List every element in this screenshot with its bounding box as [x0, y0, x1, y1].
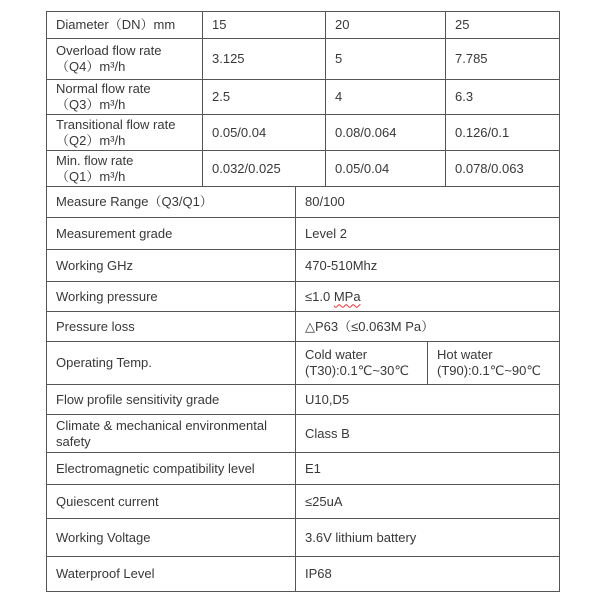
row-label-climate-safety: Climate & mechanical environmental safety — [56, 417, 267, 449]
table-row-diameter — [47, 12, 559, 38]
row-label-measurement-grade: Measurement grade — [56, 225, 173, 241]
table-row-min-flow-rate — [47, 150, 559, 186]
cell-quiescent-current-value: ≤25uA — [295, 485, 559, 518]
cold-water-line2: (T30):0.1℃~30℃ — [305, 363, 409, 378]
cell-diameter-dn25: 25 — [445, 12, 559, 38]
row-label-operating-temp: Operating Temp. — [56, 355, 152, 370]
cell-measure-range-value: 80/100 — [295, 187, 559, 217]
table-row-climate-safety — [47, 414, 559, 452]
row-label-flow-profile: Flow profile sensitivity grade — [56, 391, 220, 407]
table-row-transitional-flow-rate — [47, 114, 559, 150]
hot-water-line2: (T90):0.1℃~90℃ — [437, 363, 541, 378]
row-label-normal — [47, 80, 202, 114]
cell-overload-dn20: 5 — [325, 39, 445, 79]
row-label-line2: （Q4）m³/h — [56, 59, 126, 74]
cell-emc-level-value: E1 — [295, 453, 559, 484]
cell-pressure-loss-value: △P63（≤0.063M Pa） — [295, 312, 559, 341]
spec-table — [46, 11, 560, 592]
row-label-line1: Overload flow rate — [56, 43, 162, 58]
row-label-line1: Min. flow rate — [56, 152, 134, 168]
table-row-working-pressure — [47, 281, 559, 311]
row-label-measure-range: Measure Range（Q3/Q1） — [56, 194, 213, 209]
cell-working-ghz-value: 470-510Mhz — [295, 250, 559, 281]
table-row-working-ghz — [47, 249, 559, 281]
table-row-measurement-grade — [47, 217, 559, 249]
cell-normal-dn15: 2.5 — [202, 80, 325, 114]
row-label-emc-level: Electromagnetic compatibility level — [56, 460, 255, 476]
cell-operating-temp-hot-water — [427, 342, 559, 384]
row-label-line2: （Q3）m³/h — [56, 97, 126, 112]
table-row-working-voltage — [47, 518, 559, 556]
cell-overload-dn25: 7.785 — [445, 39, 559, 79]
row-label-working-voltage: Working Voltage — [56, 529, 151, 545]
cold-water-line1: Cold water — [305, 347, 368, 362]
cell-normal-dn20: 4 — [325, 80, 445, 114]
working-pressure-value-text — [305, 289, 553, 305]
row-label-line2: （Q1）m³/h — [56, 168, 126, 184]
row-label-working-pressure: Working pressure — [56, 288, 158, 304]
cell-overload-dn15: 3.125 — [202, 39, 325, 79]
cell-flow-profile-value: U10,D5 — [295, 385, 559, 414]
row-label-working-ghz: Working GHz — [56, 257, 134, 273]
hot-water-line1: Hot water — [437, 347, 493, 362]
cell-diameter-dn15: 15 — [202, 12, 325, 38]
table-row-operating-temp — [47, 341, 559, 384]
row-label-quiescent-current: Quiescent current — [56, 493, 159, 509]
cell-operating-temp-cold-water — [295, 342, 427, 384]
cell-min-dn15: 0.032/0.025 — [202, 151, 325, 186]
cell-transitional-dn15: 0.05/0.04 — [202, 115, 325, 150]
row-label-diameter: Diameter（DN）mm — [56, 17, 176, 32]
row-label-overload — [47, 39, 202, 79]
row-label-transitional — [47, 115, 202, 150]
cell-waterproof-level-value: IP68 — [295, 557, 559, 591]
working-pressure-spellcheck-word: MPa — [333, 288, 361, 304]
table-row-quiescent-current — [47, 484, 559, 518]
cell-working-pressure-value — [295, 282, 559, 311]
table-row-emc-level — [47, 452, 559, 484]
table-row-pressure-loss — [47, 311, 559, 341]
working-pressure-prefix: ≤1.0 — [305, 288, 334, 304]
table-row-normal-flow-rate — [47, 79, 559, 114]
cell-working-voltage-value: 3.6V lithium battery — [295, 519, 559, 556]
cell-measurement-grade-value: Level 2 — [295, 218, 559, 249]
cell-climate-safety-value: Class B — [295, 415, 559, 452]
table-row-flow-profile — [47, 384, 559, 414]
cell-transitional-dn25: 0.126/0.1 — [445, 115, 559, 150]
row-label-line1: Normal flow rate — [56, 81, 151, 96]
cell-min-dn20: 0.05/0.04 — [325, 151, 445, 186]
row-label-line1: Transitional flow rate — [56, 116, 176, 132]
row-label-line2: （Q2）m³/h — [56, 132, 126, 148]
table-row-overload-flow-rate — [47, 38, 559, 79]
row-label-min — [47, 151, 202, 186]
cell-transitional-dn20: 0.08/0.064 — [325, 115, 445, 150]
cell-diameter-dn20: 20 — [325, 12, 445, 38]
table-row-measure-range — [47, 186, 559, 217]
table-row-waterproof-level — [47, 556, 559, 591]
row-label-waterproof-level: Waterproof Level — [56, 566, 155, 581]
cell-normal-dn25: 6.3 — [445, 80, 559, 114]
cell-min-dn25: 0.078/0.063 — [445, 151, 559, 186]
row-label-pressure-loss: Pressure loss — [56, 318, 135, 334]
